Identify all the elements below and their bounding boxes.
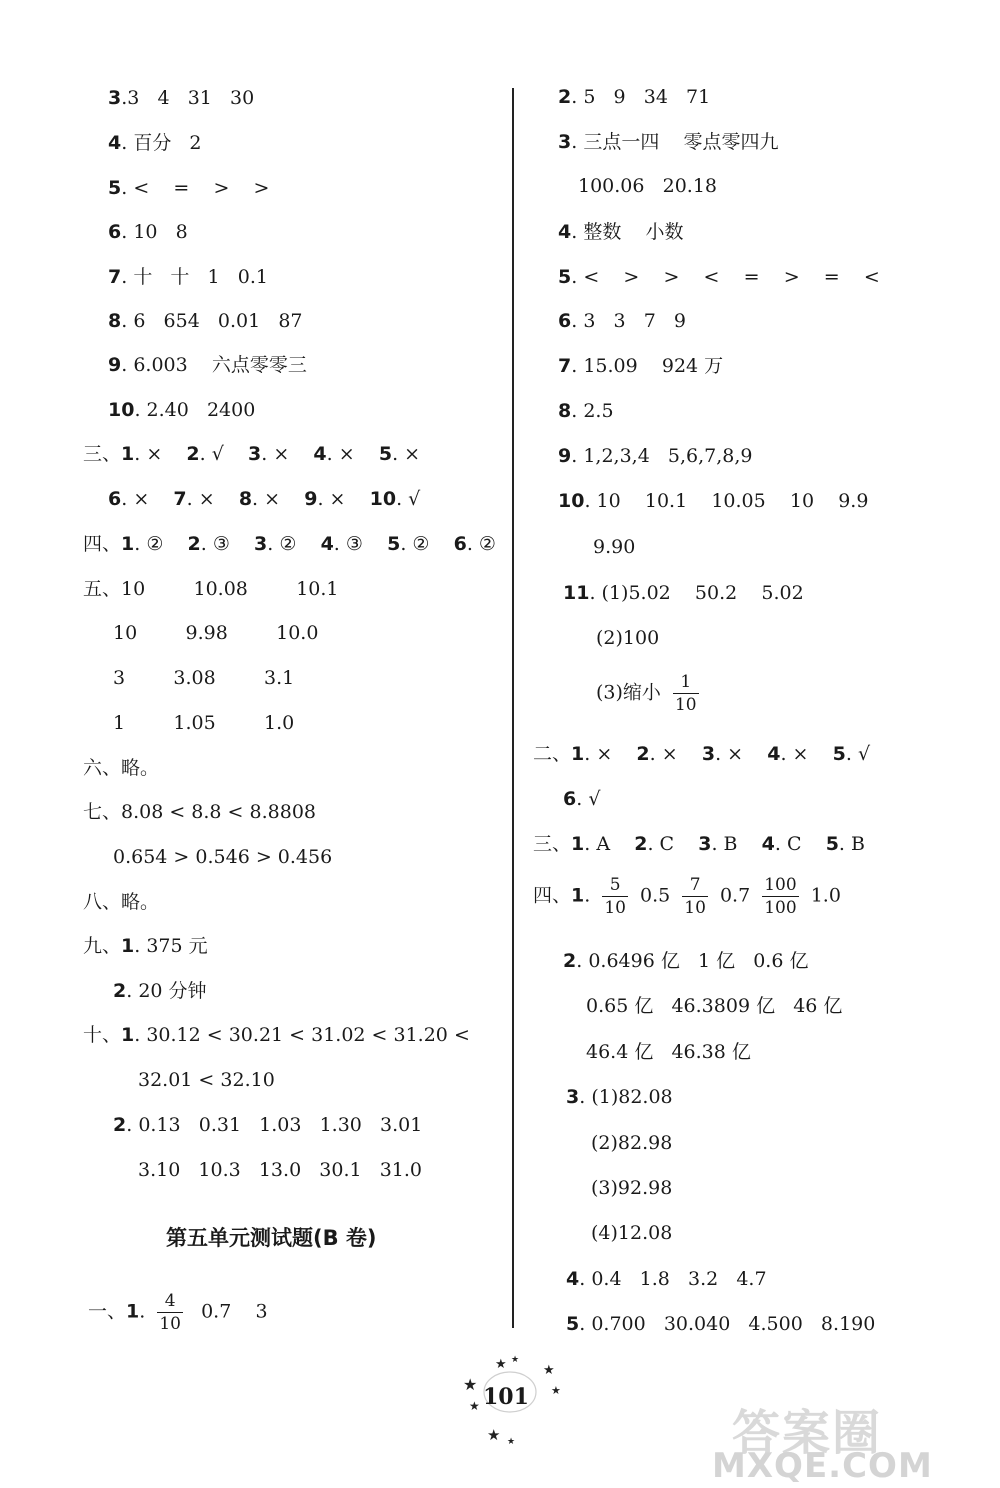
left-line-13: [113, 621, 318, 645]
left-line-5: [108, 265, 268, 289]
section-title: 第五单元测试题(B 卷): [166, 1226, 377, 1250]
left-line-2: [108, 131, 202, 155]
right-line-26: [566, 1267, 767, 1291]
left-line-8: [108, 398, 255, 422]
left-line-6: [108, 309, 303, 333]
answer-text: (3)缩小: [596, 681, 667, 704]
answer-text: 十、: [83, 1024, 122, 1046]
item-number: 8: [558, 400, 572, 422]
answer-text: 0.7 3: [188, 1300, 268, 1323]
answer-text: . 6.003 六点零零三: [121, 354, 307, 376]
right-line-2: [558, 130, 778, 154]
answer-text: . < > > < = > = <: [571, 266, 880, 288]
item-number: 2: [634, 833, 648, 855]
left-line-4: [108, 220, 188, 244]
fraction-denominator: 10: [684, 898, 706, 918]
answer-text: . ×: [326, 443, 379, 465]
answer-text: . 2.5: [571, 400, 614, 422]
item-number: 1: [571, 833, 585, 855]
item-number: 4: [320, 533, 334, 555]
item-number: 3: [558, 131, 572, 153]
item-number: 3: [108, 87, 122, 109]
item-number: 3: [698, 833, 712, 855]
item-number: 7: [173, 488, 187, 510]
answer-text: 四、: [83, 533, 122, 555]
item-number: 5: [378, 443, 393, 465]
answer-text: . 3 3 7 9: [571, 310, 687, 332]
answer-text: . √: [199, 443, 249, 465]
item-number: 6: [108, 488, 122, 510]
answer-text: . 1,2,3,4 5,6,7,8,9: [571, 445, 753, 467]
item-number: 8: [108, 310, 122, 332]
fraction: [157, 1292, 183, 1333]
left-line-16: [83, 756, 159, 780]
answer-text: . 6 654 0.01 87: [121, 310, 303, 332]
answer-text: 三、: [533, 833, 572, 855]
answer-text: 四、: [533, 884, 572, 907]
answer-text: (2)100: [596, 627, 660, 649]
item-number: 4: [767, 743, 781, 765]
left-line-9: [83, 442, 420, 466]
item-number: 6: [558, 310, 572, 332]
answer-text: . √: [396, 488, 421, 510]
left-line-12: [83, 577, 339, 601]
answer-text: 9.90: [593, 536, 636, 558]
answer-text: . 30.12 < 30.21 < 31.02 < 31.20 <: [134, 1024, 470, 1046]
answer-text: .: [139, 1300, 152, 1323]
fraction-numerator: 5: [609, 875, 621, 895]
answer-text: . 三点一四 零点零四九: [571, 131, 779, 153]
item-number: 2: [113, 1114, 127, 1136]
answer-text: 0.65 亿 46.3809 亿 46 亿: [586, 995, 843, 1017]
answer-text: . 10 10.1 10.05 10 9.9: [584, 490, 869, 512]
right-line-9: [558, 444, 753, 468]
right-line-8: [558, 399, 614, 423]
answer-text: 六、略。: [83, 757, 160, 779]
page-number: 101: [483, 1384, 529, 1410]
answer-text: . ×: [392, 443, 421, 465]
answer-text: . ×: [317, 488, 370, 510]
left-line-11: [83, 532, 496, 556]
right-line-24: [591, 1176, 672, 1200]
answer-text: . 0.700 30.040 4.500 8.190: [579, 1313, 876, 1335]
item-number: 1: [121, 1024, 135, 1046]
answer-text: 五、10 10.08 10.1: [83, 578, 339, 600]
right-line-20: [586, 994, 842, 1018]
answer-text: 10 9.98 10.0: [113, 622, 319, 644]
item-number: 9: [108, 354, 122, 376]
item-number: 3: [566, 1086, 580, 1108]
fraction: [762, 876, 798, 917]
item-number: 2: [187, 533, 201, 555]
answer-text: . 0.13 0.31 1.03 1.30 3.01: [126, 1114, 423, 1136]
answer-text: 100.06 20.18: [578, 175, 717, 197]
fraction-denominator: 10: [159, 1314, 181, 1334]
right-line-4: [558, 220, 683, 244]
left-line-17: [83, 800, 316, 824]
answer-text: . ②: [466, 533, 496, 555]
answer-text: . ×: [261, 443, 314, 465]
item-number: 3: [254, 533, 268, 555]
left-line-23: [138, 1068, 275, 1092]
left-line-26: [88, 1292, 268, 1333]
right-line-3: [578, 174, 717, 198]
answer-text: . B: [838, 833, 865, 855]
right-line-25: [591, 1221, 672, 1245]
answer-text: . 2.40 2400: [134, 399, 256, 421]
item-number: 2: [636, 743, 650, 765]
answer-text: .3 4 31 30: [121, 87, 255, 109]
answer-text: (2)82.98: [591, 1132, 673, 1154]
right-line-17: [533, 832, 865, 856]
item-number: 10: [108, 399, 135, 421]
answer-text: . 10 8: [121, 221, 188, 243]
answer-text: . √: [845, 743, 871, 765]
svg-text:★: ★: [469, 1399, 480, 1413]
answer-text: . C: [647, 833, 699, 855]
item-number: 10: [558, 490, 585, 512]
answer-text: . (1)5.02 50.2 5.02: [589, 582, 804, 604]
fraction-numerator: 4: [164, 1291, 176, 1311]
answer-text: . A: [584, 833, 635, 855]
item-number: 5: [566, 1313, 580, 1335]
item-number: 2: [563, 950, 577, 972]
item-number: 10: [369, 488, 397, 510]
answer-text: . C: [774, 833, 826, 855]
fraction-denominator: 100: [764, 898, 797, 918]
left-line-18: [113, 845, 332, 869]
svg-text:★: ★: [511, 1355, 520, 1365]
answer-text: . 整数 小数: [571, 221, 684, 243]
answer-text: . ×: [649, 743, 702, 765]
item-number: 4: [558, 221, 572, 243]
item-number: 1: [126, 1300, 140, 1323]
right-line-16: [563, 787, 600, 811]
answer-text: .: [584, 884, 597, 907]
answer-text: . ③: [200, 533, 255, 555]
svg-text:★: ★: [543, 1363, 555, 1378]
answer-text: . 15.09 924 万: [571, 355, 724, 377]
left-line-22: [83, 1023, 470, 1047]
item-number: 5: [558, 266, 572, 288]
answer-text: . B: [711, 833, 762, 855]
answer-text: . < = > >: [121, 177, 270, 199]
right-line-14: [596, 673, 705, 714]
answer-text: . ×: [252, 488, 305, 510]
answer-text: . 0.6496 亿 1 亿 0.6 亿: [576, 950, 809, 972]
answer-text: . 百分 2: [121, 132, 202, 154]
item-number: 11: [563, 582, 590, 604]
answer-text: 九、: [83, 935, 122, 957]
right-line-12: [563, 581, 804, 605]
answer-text: . ×: [186, 488, 239, 510]
fraction: [602, 876, 628, 917]
item-number: 4: [108, 132, 122, 154]
answer-text: 3.10 10.3 13.0 30.1 31.0: [138, 1159, 422, 1181]
answer-text: 二、: [533, 743, 572, 765]
watermark-cn: 答案圈: [732, 1405, 883, 1461]
item-number: 2: [113, 980, 127, 1002]
right-line-23: [591, 1131, 672, 1155]
item-number: 2: [186, 443, 200, 465]
answer-text: 0.654 > 0.546 > 0.456: [113, 846, 333, 868]
answer-text: . ②: [400, 533, 454, 555]
right-line-21: [586, 1040, 751, 1064]
fraction-denominator: 10: [604, 898, 626, 918]
right-line-15: [533, 742, 870, 766]
item-number: 1: [121, 935, 135, 957]
item-number: 7: [108, 266, 122, 288]
item-number: 9: [558, 445, 572, 467]
right-line-11: [593, 535, 635, 559]
left-line-19: [83, 890, 159, 914]
fraction-numerator: 7: [689, 875, 701, 895]
item-number: 6: [108, 221, 122, 243]
right-line-1: [558, 85, 710, 109]
svg-text:★: ★: [507, 1437, 516, 1447]
right-line-10: [558, 489, 868, 513]
column-divider: [512, 88, 514, 1328]
item-number: 5: [387, 533, 401, 555]
item-number: 9: [304, 488, 318, 510]
right-line-19: [563, 949, 808, 973]
fraction-denominator: 10: [674, 695, 697, 715]
answer-text: 32.01 < 32.10: [138, 1069, 275, 1091]
item-number: 1: [571, 743, 585, 765]
left-line-25: [138, 1158, 422, 1182]
right-line-27: [566, 1312, 875, 1336]
answer-text: . (1)82.08: [579, 1086, 673, 1108]
item-number: 4: [761, 833, 775, 855]
fraction-numerator: 100: [764, 875, 797, 895]
answer-text: . 20 分钟: [126, 980, 207, 1002]
answer-text: . ×: [715, 743, 768, 765]
fraction: [682, 876, 708, 917]
answer-text: 一、: [88, 1300, 127, 1323]
svg-text:★: ★: [487, 1426, 501, 1444]
item-number: 5: [825, 833, 839, 855]
right-line-7: [558, 354, 723, 378]
item-number: 6: [563, 788, 577, 810]
right-line-18: [533, 876, 841, 917]
answer-text: . √: [576, 788, 601, 810]
right-line-6: [558, 309, 686, 333]
answer-text: 0.7: [713, 884, 757, 907]
answer-text: 0.5: [633, 884, 677, 907]
answer-text: . ③: [333, 533, 388, 555]
answer-text: 1 1.05 1.0: [113, 712, 295, 734]
item-number: 2: [558, 86, 572, 108]
answer-text: . 375 元: [134, 935, 208, 957]
answer-text: . ×: [121, 488, 174, 510]
answer-text: . ②: [134, 533, 188, 555]
item-number: 4: [313, 443, 327, 465]
left-line-10: [108, 487, 420, 511]
svg-text:★: ★: [495, 1357, 507, 1372]
answer-text: . ×: [780, 743, 833, 765]
answer-text: . 5 9 34 71: [571, 86, 711, 108]
item-number: 4: [566, 1268, 580, 1290]
answer-text: (4)12.08: [591, 1222, 673, 1244]
left-line-14: [113, 666, 294, 690]
answer-text: . 0.4 1.8 3.2 4.7: [579, 1268, 767, 1290]
watermark-logo: [708, 1390, 998, 1488]
answer-text: 七、8.08 < 8.8 < 8.8808: [83, 801, 317, 823]
fraction: [673, 673, 699, 714]
right-line-22: [566, 1085, 673, 1109]
svg-text:★: ★: [551, 1384, 561, 1397]
fraction-numerator: 1: [680, 672, 692, 692]
watermark-en: MXQE.COM: [712, 1446, 933, 1486]
item-number: 6: [453, 533, 467, 555]
left-line-3: [108, 176, 269, 200]
item-number: 1: [571, 884, 585, 907]
answer-text: . ×: [584, 743, 637, 765]
left-line-20: [83, 934, 208, 958]
left-line-7: [108, 353, 307, 377]
answer-text: . 十 十 1 0.1: [121, 266, 268, 288]
item-number: 3: [701, 743, 716, 765]
answer-text: 八、略。: [83, 891, 160, 913]
left-line-15: [113, 711, 294, 735]
left-line-24: [113, 1113, 422, 1137]
item-number: 7: [558, 355, 572, 377]
answer-text: . ×: [134, 443, 187, 465]
right-line-5: [558, 265, 880, 289]
svg-text:★: ★: [463, 1375, 478, 1394]
item-number: 3: [248, 443, 262, 465]
item-number: 8: [238, 488, 253, 510]
left-line-21: [113, 979, 207, 1003]
left-line-1: [108, 86, 254, 110]
right-line-13: [596, 626, 659, 650]
answer-text: (3)92.98: [591, 1177, 673, 1199]
item-number: 1: [121, 533, 135, 555]
answer-text: 46.4 亿 46.38 亿: [586, 1041, 751, 1063]
answer-text: 3 3.08 3.1: [113, 667, 295, 689]
answer-text: 1.0: [804, 884, 841, 907]
answer-text: 三、: [83, 443, 122, 465]
answer-text: . ②: [267, 533, 321, 555]
item-number: 5: [108, 177, 122, 199]
item-number: 5: [832, 743, 846, 765]
item-number: 1: [121, 443, 135, 465]
